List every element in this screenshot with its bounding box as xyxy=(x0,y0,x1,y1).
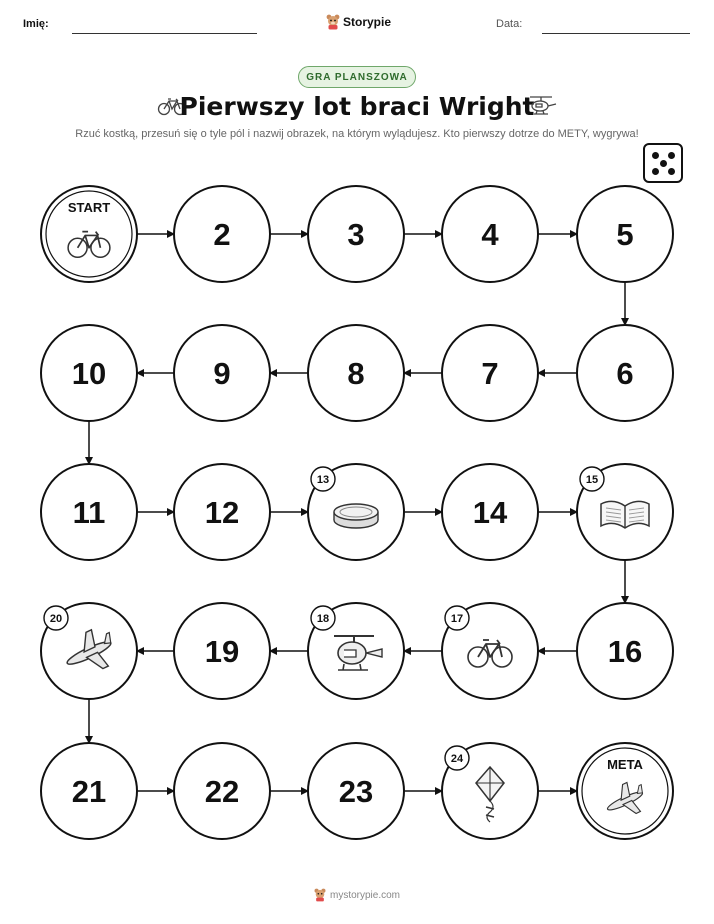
space-number-badge: 13 xyxy=(316,474,330,486)
board-space-13 xyxy=(308,464,404,560)
board-space-15 xyxy=(577,464,673,560)
board-space-22 xyxy=(174,743,270,839)
space-number-badge: 15 xyxy=(585,474,599,486)
coin-icon xyxy=(334,504,378,528)
space-number: 21 xyxy=(71,774,107,809)
date-label: Data: xyxy=(496,18,523,30)
board-space-3 xyxy=(308,186,404,282)
space-number-badge: 17 xyxy=(450,613,464,625)
board-space-10 xyxy=(41,325,137,421)
board-space-20 xyxy=(41,603,137,699)
space-number: 7 xyxy=(481,356,499,391)
board-space-16 xyxy=(577,603,673,699)
board-space-9 xyxy=(174,325,270,421)
board-space-18 xyxy=(308,603,404,699)
bear-icon xyxy=(314,888,326,902)
space-number: 11 xyxy=(72,495,106,530)
board-space-2 xyxy=(174,186,270,282)
board-space-25 xyxy=(577,743,673,839)
instructions: Rzuć kostką, przesuń się o tyle pól i nazwij obrazek, na którym wylądujesz. Kto pierwszy dotrze do METY, wygrywa! xyxy=(75,128,639,140)
book-icon xyxy=(601,501,649,528)
game-badge: GRA PLANSZOWA xyxy=(298,66,416,88)
board-space-6 xyxy=(577,325,673,421)
board-space-4 xyxy=(442,186,538,282)
board-space-7 xyxy=(442,325,538,421)
space-number: 8 xyxy=(347,356,365,391)
space-label: META xyxy=(607,757,643,772)
brand-name: Storypie xyxy=(343,15,392,29)
board-space-17 xyxy=(442,603,538,699)
board-space-5 xyxy=(577,186,673,282)
space-number: 14 xyxy=(472,495,508,530)
board-space-8 xyxy=(308,325,404,421)
page-title: Pierwszy lot braci Wright xyxy=(179,92,535,121)
space-number: 4 xyxy=(481,217,499,252)
space-number: 2 xyxy=(213,217,231,252)
space-number: 16 xyxy=(607,634,643,669)
space-number: 22 xyxy=(204,774,240,809)
space-number: 10 xyxy=(71,356,107,391)
space-number: 23 xyxy=(338,774,374,809)
board-space-11 xyxy=(41,464,137,560)
space-number-badge: 20 xyxy=(49,613,63,625)
space-number: 3 xyxy=(347,217,365,252)
board-space-12 xyxy=(174,464,270,560)
space-number: 6 xyxy=(616,356,634,391)
board-space-14 xyxy=(442,464,538,560)
space-number-badge: 18 xyxy=(316,613,330,625)
board-space-23 xyxy=(308,743,404,839)
space-number: 12 xyxy=(204,495,240,530)
board-space-1 xyxy=(41,186,137,282)
space-label: START xyxy=(67,200,111,215)
footer-site: mystorypie.com xyxy=(329,889,400,901)
space-number: 19 xyxy=(204,634,240,669)
name-label: Imię: xyxy=(23,18,49,30)
board-space-24 xyxy=(442,743,538,839)
board-space-21 xyxy=(41,743,137,839)
board-space-19 xyxy=(174,603,270,699)
space-number: 9 xyxy=(213,356,231,391)
space-number-badge: 24 xyxy=(450,753,464,765)
footer xyxy=(0,888,714,902)
space-number: 5 xyxy=(616,217,634,252)
